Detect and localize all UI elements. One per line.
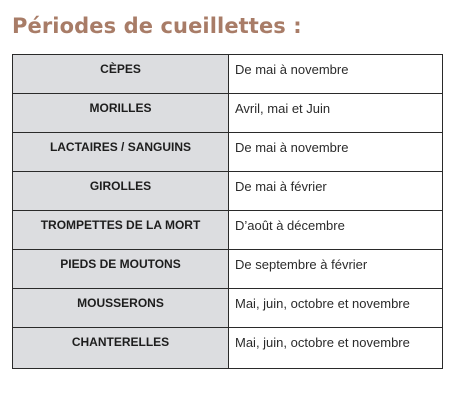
species-cell: CHANTERELLES <box>13 328 229 369</box>
table-row <box>13 250 443 289</box>
page-title: Périodes de cueillettes : <box>12 14 302 38</box>
period-cell: Mai, juin, octobre et novembre <box>229 328 443 369</box>
table-row <box>13 211 443 250</box>
period-cell: De mai à novembre <box>229 55 443 94</box>
table-row <box>13 172 443 211</box>
species-cell: LACTAIRES / SANGUINS <box>13 133 229 172</box>
period-cell: De mai à novembre <box>229 133 443 172</box>
period-cell: De mai à février <box>229 172 443 211</box>
table-row <box>13 55 443 94</box>
species-cell: PIEDS DE MOUTONS <box>13 250 229 289</box>
period-cell: Avril, mai et Juin <box>229 94 443 133</box>
period-cell: De septembre à février <box>229 250 443 289</box>
species-cell: MOUSSERONS <box>13 289 229 328</box>
table-row <box>13 133 443 172</box>
species-cell: MORILLES <box>13 94 229 133</box>
species-cell: CÈPES <box>13 55 229 94</box>
table-row <box>13 289 443 328</box>
period-cell: Mai, juin, octobre et novembre <box>229 289 443 328</box>
table-row <box>13 94 443 133</box>
species-cell: TROMPETTES DE LA MORT <box>13 211 229 250</box>
harvest-periods-table <box>12 54 443 369</box>
period-cell: D’août à décembre <box>229 211 443 250</box>
species-cell: GIROLLES <box>13 172 229 211</box>
table-row <box>13 328 443 369</box>
